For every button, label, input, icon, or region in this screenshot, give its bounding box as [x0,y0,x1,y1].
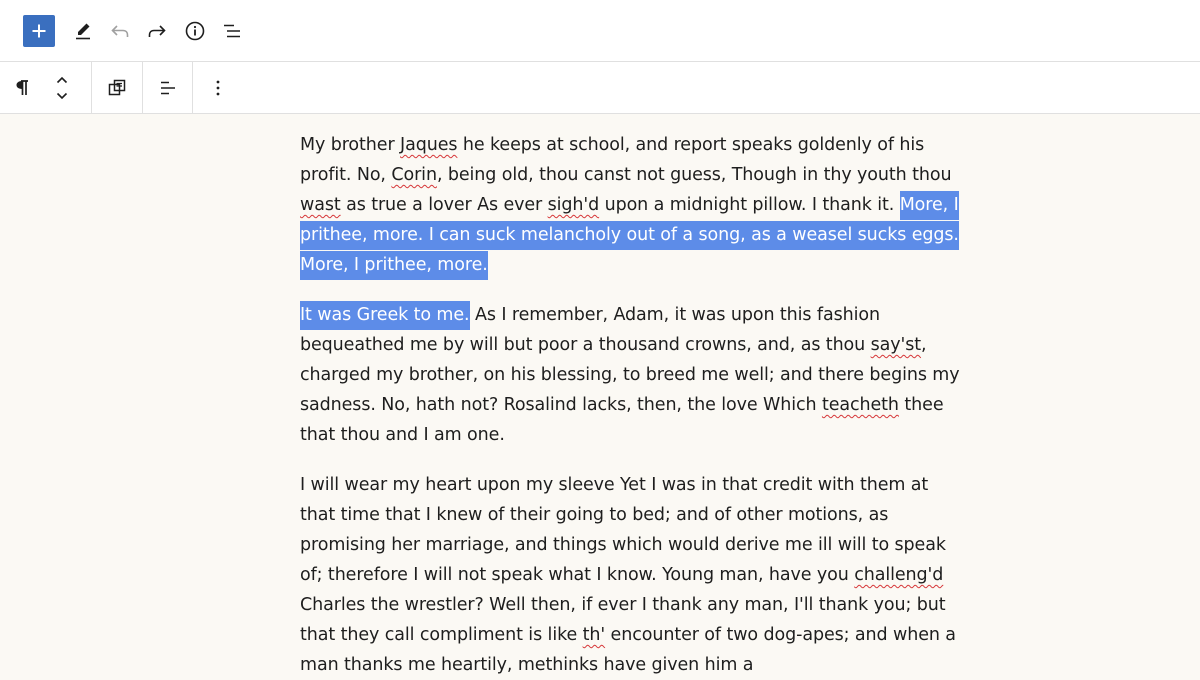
block-toolbar [0,62,1200,114]
align-text-button[interactable] [155,75,181,101]
paragraph-icon [13,78,31,98]
misspelled-word: Corin [391,165,437,185]
text-run: , charged my brother, on his blessing, to breed me well; and there begins my sadness. No, hath not? Rosalind lacks, then, the love Which [300,335,960,415]
more-options-button[interactable] [206,75,230,101]
selected-text: It was Greek to me. [300,301,470,330]
text-run: he keeps at school, and report speaks goldenly of his profit. No, [300,135,925,185]
transform-icon [107,78,127,98]
editor-top-toolbar [0,0,1200,62]
paragraph-block-button[interactable] [8,76,36,100]
redo-icon [146,21,168,41]
paragraph-block[interactable] [300,300,960,450]
transform-button[interactable] [104,75,130,101]
misspelled-word: challeng'd [854,565,944,585]
text-run: encounter of two dog-apes; and when a man thanks me heartily, methinks have given him a [300,625,956,675]
misspelled-word: th' [582,625,606,645]
info-icon [184,20,206,42]
misspelled-word: teacheth [821,395,899,415]
misspelled-word: say'st [870,335,922,355]
text-run: , being old, thou canst not guess, Though in thy youth thou [436,165,952,185]
move-up-button[interactable] [51,72,73,88]
misspelled-word: sigh'd [547,195,600,215]
text-run: As I remember, Adam, it was upon this fashion bequeathed me by will but poor a thousand crowns, and, as thou [300,305,880,355]
plus-icon [31,23,47,39]
text-run: as true a lover As ever [340,195,548,215]
text-run: thee that thou and I am one. [300,395,944,445]
selected-text: More, I prithee, more. I can suck melancholy out of a song, as a weasel sucks eggs. More, I prithee, more. [300,191,959,280]
editor-content[interactable] [300,114,960,680]
undo-icon [109,21,131,41]
align-group [143,62,193,113]
redo-button[interactable] [141,15,173,47]
undo-button[interactable] [104,15,136,47]
tools-button[interactable] [67,15,99,47]
move-down-button[interactable] [51,88,73,104]
text-run: upon a midnight pillow. I thank it. [599,195,900,215]
transform-group [92,62,143,113]
align-icon [158,78,178,98]
block-type-group [0,62,92,113]
paragraph-block[interactable] [300,130,960,280]
list-view-icon [221,21,243,41]
chevron-up-icon [55,75,69,85]
details-button[interactable] [179,15,211,47]
text-run: I will wear my heart upon my sleeve Yet I was in that credit with them at that time that I knew of their going to bed; and of other motions, as promising her marriage, and things which would derive me ill will to speak of; therefore I will not speak what I know. Young man, have you [300,475,946,585]
more-options-icon [215,78,221,98]
paragraph-block[interactable] [300,470,960,680]
pencil-icon [73,21,93,41]
misspelled-word: Jaques [400,135,458,155]
misspelled-word: wast [300,195,341,215]
chevron-down-icon [55,91,69,101]
add-block-button[interactable] [23,15,55,47]
list-view-button[interactable] [216,15,248,47]
text-run: Charles the wrestler? Well then, if ever I thank any man, I'll thank you; but that they call compliment is like [300,595,946,645]
text-run: My brother [300,135,401,155]
